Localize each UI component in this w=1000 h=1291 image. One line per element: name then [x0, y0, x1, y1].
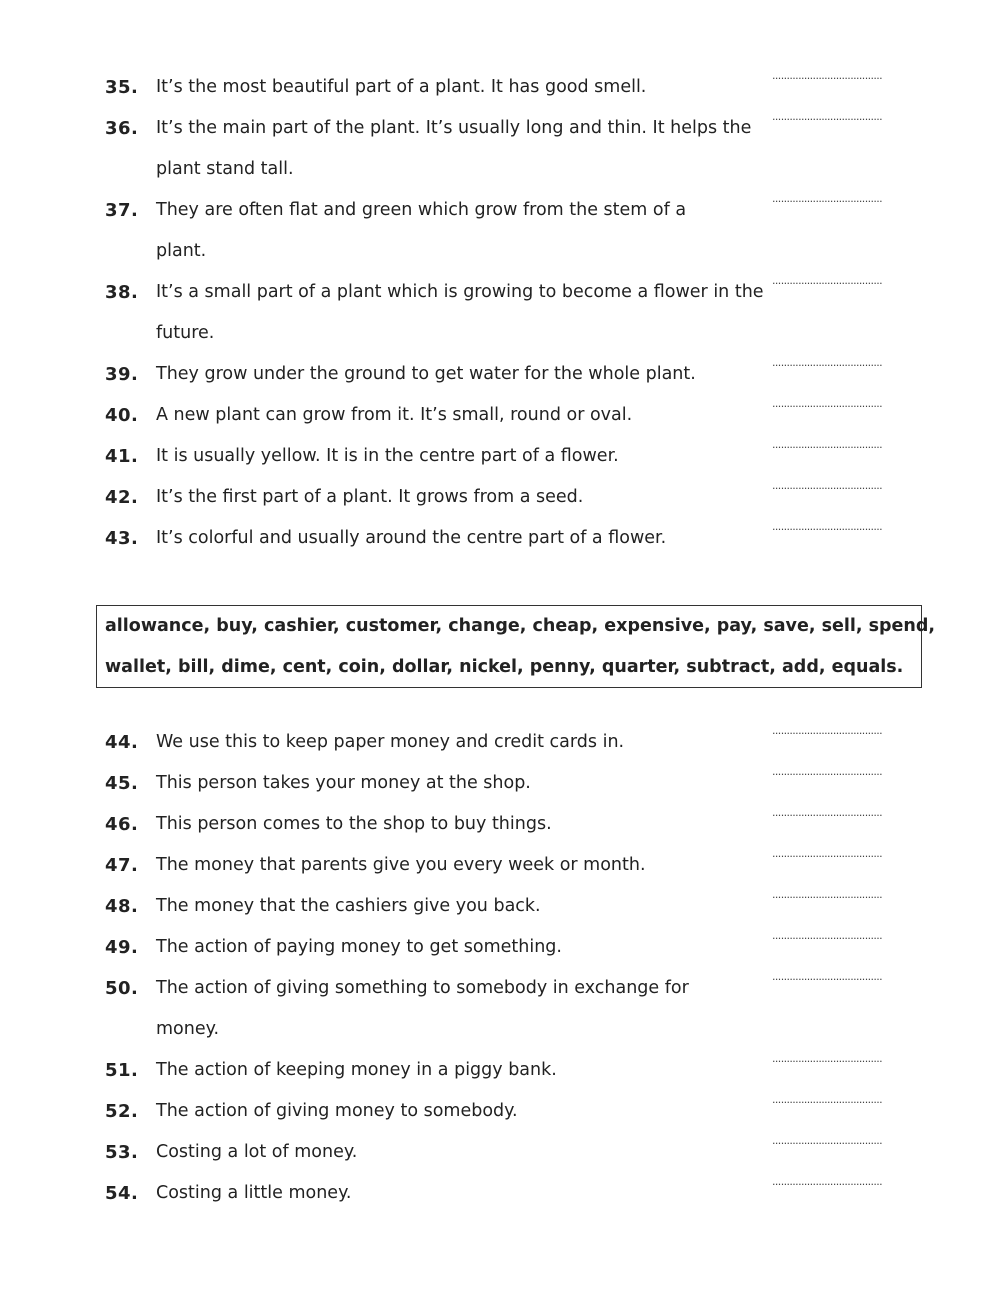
question-43: [0, 518, 1000, 559]
answer-blank[interactable]: ......................................: [772, 929, 883, 942]
question-number: 41.: [105, 446, 139, 467]
answer-blank[interactable]: ......................................: [772, 110, 883, 123]
question-text: This person comes to the shop to buy things.: [156, 814, 552, 834]
answer-blank[interactable]: ......................................: [772, 1175, 883, 1188]
question-49: [0, 927, 1000, 968]
question-text: It’s the main part of the plant. It’s usually long and thin. It helps the plant stand tall.: [156, 118, 752, 179]
question-number: 46.: [105, 814, 139, 835]
question-number: 48.: [105, 896, 139, 917]
question-46: [0, 804, 1000, 845]
question-41: [0, 436, 1000, 477]
answer-blank[interactable]: ......................................: [772, 520, 883, 533]
question-number: 42.: [105, 487, 139, 508]
question-number: 51.: [105, 1060, 139, 1081]
question-47: [0, 845, 1000, 886]
question-51: [0, 1050, 1000, 1091]
question-text: They grow under the ground to get water for the whole plant.: [156, 364, 696, 384]
question-text: It’s colorful and usually around the centre part of a flower.: [156, 528, 667, 548]
money-questions-list: [0, 722, 1000, 1214]
answer-blank[interactable]: ......................................: [772, 1052, 883, 1065]
question-53: [0, 1132, 1000, 1173]
answer-blank[interactable]: ......................................: [772, 888, 883, 901]
question-45: [0, 763, 1000, 804]
question-text: Costing a little money.: [156, 1183, 352, 1203]
question-text: The action of paying money to get something.: [156, 937, 562, 957]
word-bank-line-1: allowance, buy, cashier, customer, change, cheap, expensive, pay, save, sell, spend,: [105, 616, 936, 636]
question-number: 36.: [105, 118, 139, 139]
question-text: The action of keeping money in a piggy bank.: [156, 1060, 557, 1080]
answer-blank[interactable]: ......................................: [772, 806, 883, 819]
answer-blank[interactable]: ......................................: [772, 397, 883, 410]
plant-questions-list: [0, 67, 1000, 559]
question-text: It is usually yellow. It is in the centre part of a flower.: [156, 446, 619, 466]
question-number: 43.: [105, 528, 139, 549]
question-number: 45.: [105, 773, 139, 794]
word-bank-line-2: wallet, bill, dime, cent, coin, dollar, nickel, penny, quarter, subtract, add, equals.: [105, 657, 904, 677]
question-number: 35.: [105, 77, 139, 98]
question-text: The money that the cashiers give you back.: [156, 896, 541, 916]
question-text: The action of giving money to somebody.: [156, 1101, 518, 1121]
question-number: 50.: [105, 978, 139, 999]
answer-blank[interactable]: ......................................: [772, 765, 883, 778]
question-text: They are often flat and green which grow from the stem of a plant.: [156, 200, 687, 261]
question-39: [0, 354, 1000, 395]
question-text: It’s the first part of a plant. It grows from a seed.: [156, 487, 584, 507]
answer-blank[interactable]: ......................................: [772, 724, 883, 737]
answer-blank[interactable]: ......................................: [772, 847, 883, 860]
question-text: Costing a lot of money.: [156, 1142, 358, 1162]
question-38: [0, 272, 1000, 354]
question-number: 37.: [105, 200, 139, 221]
question-36: [0, 108, 1000, 190]
question-number: 53.: [105, 1142, 139, 1163]
question-text: The money that parents give you every week or month.: [156, 855, 646, 875]
question-52: [0, 1091, 1000, 1132]
question-42: [0, 477, 1000, 518]
answer-blank[interactable]: ......................................: [772, 479, 883, 492]
question-37: [0, 190, 1000, 272]
question-number: 40.: [105, 405, 139, 426]
question-number: 44.: [105, 732, 139, 753]
question-text: A new plant can grow from it. It’s small, round or oval.: [156, 405, 633, 425]
question-text: The action of giving something to somebody in exchange for money.: [156, 978, 689, 1039]
answer-blank[interactable]: ......................................: [772, 69, 883, 82]
answer-blank[interactable]: ......................................: [772, 274, 883, 287]
question-48: [0, 886, 1000, 927]
answer-blank[interactable]: ......................................: [772, 1134, 883, 1147]
question-number: 54.: [105, 1183, 139, 1204]
answer-blank[interactable]: ......................................: [772, 438, 883, 451]
question-text: It’s the most beautiful part of a plant. It has good smell.: [156, 77, 647, 97]
question-number: 38.: [105, 282, 139, 303]
answer-blank[interactable]: ......................................: [772, 356, 883, 369]
answer-blank[interactable]: ......................................: [772, 970, 883, 983]
question-text: It’s a small part of a plant which is growing to become a flower in the future.: [156, 282, 764, 343]
question-40: [0, 395, 1000, 436]
question-54: [0, 1173, 1000, 1214]
question-number: 52.: [105, 1101, 139, 1122]
question-35: [0, 67, 1000, 108]
question-text: This person takes your money at the shop.: [156, 773, 531, 793]
question-number: 47.: [105, 855, 139, 876]
question-number: 49.: [105, 937, 139, 958]
question-text: We use this to keep paper money and credit cards in.: [156, 732, 625, 752]
answer-blank[interactable]: ......................................: [772, 192, 883, 205]
answer-blank[interactable]: ......................................: [772, 1093, 883, 1106]
question-number: 39.: [105, 364, 139, 385]
word-bank-box: [96, 605, 936, 688]
question-50: [0, 968, 1000, 1050]
question-44: [0, 722, 1000, 763]
